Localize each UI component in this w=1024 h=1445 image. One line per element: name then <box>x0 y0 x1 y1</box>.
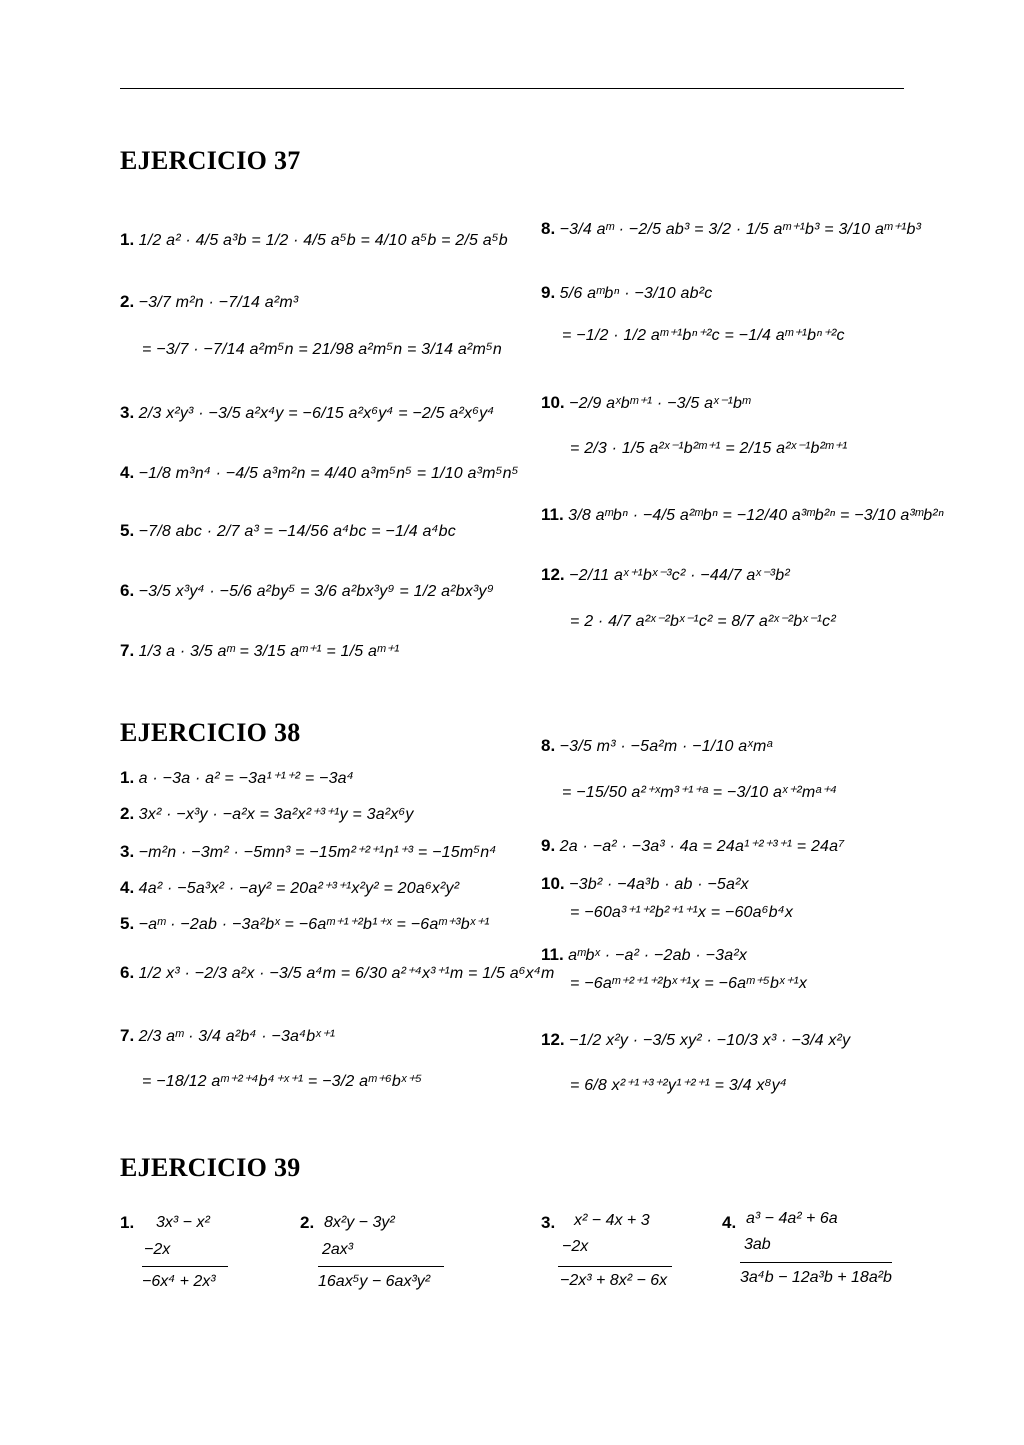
ex38-item-6 <box>120 963 555 984</box>
item-expression: −3/5 m³ · −5a²m · −1/10 aˣmᵃ <box>559 738 773 755</box>
ex39-item-3-product: −2x³ + 8x² − 6x <box>560 1272 668 1289</box>
item-expression: 2a · −a² · −3a³ · 4a = 24a¹⁺²⁺³⁺¹ = 24a⁷ <box>559 838 845 855</box>
item-number: 6. <box>120 581 135 600</box>
item-expression: a · −3a · a² = −3a¹⁺¹⁺² = −3a⁴ <box>138 770 354 787</box>
ex38-item-7 <box>120 1026 335 1047</box>
item-expression: 3x² · −x³y · −a²x = 3a²x²⁺³⁺¹y = 3a²x⁶y <box>138 806 414 823</box>
ex37-item-7 <box>120 641 400 662</box>
ex37-item-10 <box>541 393 750 414</box>
item-expression: −3/7 m²n · −7/14 a²m³ <box>138 294 299 311</box>
item-number: 5. <box>120 914 135 933</box>
ex39-item-1-multiplicand: 3x³ − x² <box>156 1214 210 1231</box>
item-number: 5. <box>120 521 135 540</box>
ex38-item-1 <box>120 768 354 789</box>
item-number: 1. <box>120 768 135 787</box>
ex37-item-2-line-2 <box>142 340 502 360</box>
item-expression: −3b² · −4a³b · ab · −5a²x <box>569 876 749 893</box>
item-expression: = −15/50 a²⁺ˣm³⁺¹⁺ᵃ = −3/10 aˣ⁺²mᵃ⁺⁴ <box>562 784 838 801</box>
ex37-item-12-line-2 <box>570 612 836 632</box>
item-expression: 1/2 a² · 4/5 a³b = 1/2 · 4/5 a⁵b = 4/10 a⁵b = 2/5 a⁵b <box>138 232 508 249</box>
item-number: 9. <box>541 283 556 302</box>
ex37-item-1 <box>120 230 508 251</box>
ex38-item-4 <box>120 878 459 899</box>
ex38-item-11-line-2 <box>570 974 807 994</box>
heading-ejercicio-38: EJERCICIO 38 <box>120 718 301 747</box>
ex39-item-1-product: −6x⁴ + 2x³ <box>142 1273 216 1290</box>
ex37-item-9 <box>541 283 712 304</box>
ex37-item-12 <box>541 565 790 586</box>
item-expression: −1/2 x²y · −3/5 xy² · −10/3 x³ · −3/4 x²y <box>569 1032 851 1049</box>
item-expression: −3/5 x³y⁴ · −5/6 a²by⁵ = 3/6 a²bx³y⁹ = 1/2 a²bx³y⁹ <box>138 583 495 600</box>
ex39-item-4 <box>722 1213 736 1234</box>
top-rule <box>120 88 904 89</box>
item-number: 4. <box>722 1213 737 1232</box>
ex39-item-4-rule <box>740 1262 892 1263</box>
item-expression: = 2 · 4/7 a²ˣ⁻²bˣ⁻¹c² = 8/7 a²ˣ⁻²bˣ⁻¹c² <box>570 613 836 630</box>
item-expression: −1/8 m³n⁴ · −4/5 a³m²n = 4/40 a³m⁵n⁵ = 1/10 a³m⁵n⁵ <box>138 465 519 482</box>
item-number: 11. <box>541 945 564 964</box>
item-expression: −aᵐ · −2ab · −3a²bˣ = −6aᵐ⁺¹⁺²b¹⁺ˣ = −6aᵐ⁺³bˣ⁺¹ <box>138 916 490 933</box>
ex39-item-3-rule <box>558 1266 672 1267</box>
item-number: 3. <box>120 403 135 422</box>
item-number: 4. <box>120 463 135 482</box>
item-expression: 1/3 a · 3/5 aᵐ = 3/15 aᵐ⁺¹ = 1/5 aᵐ⁺¹ <box>138 643 400 660</box>
item-number: 12. <box>541 1030 565 1049</box>
item-expression: −3/4 aᵐ · −2/5 ab³ = 3/2 · 1/5 aᵐ⁺¹b³ = 3/10 aᵐ⁺¹b³ <box>559 221 922 238</box>
item-expression: −2/9 aˣbᵐ⁺¹ · −3/5 aˣ⁻¹bᵐ <box>569 395 751 412</box>
ex39-item-3 <box>541 1213 555 1234</box>
heading-ejercicio-37: EJERCICIO 37 <box>120 146 301 175</box>
ex37-item-4 <box>120 463 519 484</box>
ex37-item-2 <box>120 292 298 313</box>
item-expression: 2/3 aᵐ · 3/4 a²b⁴ · −3a⁴bˣ⁺¹ <box>138 1028 336 1045</box>
ex37-item-5 <box>120 521 456 542</box>
ex37-item-6 <box>120 581 494 602</box>
item-number: 3. <box>541 1213 556 1232</box>
ex37-item-9-line-2 <box>562 326 845 346</box>
ex38-item-11 <box>541 945 747 966</box>
item-expression: = −6aᵐ⁺²⁺¹⁺²bˣ⁺¹x = −6aᵐ⁺⁵bˣ⁺¹x <box>570 975 808 992</box>
item-expression: aᵐbˣ · −a² · −2ab · −3a²x <box>568 947 748 964</box>
item-expression: 1/2 x³ · −2/3 a²x · −3/5 a⁴m = 6/30 a²⁺⁴x³⁺¹m = 1/5 a⁶x⁴m <box>138 965 555 982</box>
item-number: 2. <box>120 804 135 823</box>
item-expression: = −18/12 aᵐ⁺²⁺⁴b⁴⁺ˣ⁺¹ = −3/2 aᵐ⁺⁶bˣ⁺⁵ <box>142 1073 423 1090</box>
item-expression: −2/11 aˣ⁺¹bˣ⁻³c² · −44/7 aˣ⁻³b² <box>569 567 790 584</box>
ex39-item-1 <box>120 1213 134 1234</box>
ex38-item-8-line-2 <box>562 783 837 803</box>
item-number: 8. <box>541 219 556 238</box>
item-expression: 5/6 aᵐbⁿ · −3/10 ab²c <box>559 285 713 302</box>
ex38-item-2 <box>120 804 414 825</box>
ex38-item-9 <box>541 836 845 857</box>
item-number: 7. <box>120 641 135 660</box>
ex39-item-2-multiplicand: 8x²y − 3y² <box>324 1214 395 1231</box>
ex39-item-3-multiplier: −2x <box>562 1238 589 1255</box>
ex38-item-12-line-2 <box>570 1076 787 1096</box>
ex39-item-1-rule <box>142 1266 228 1267</box>
ex39-item-4-multiplier: 3ab <box>744 1236 771 1253</box>
item-expression: −m²n · −3m² · −5mn³ = −15m²⁺²⁺¹n¹⁺³ = −15m⁵n⁴ <box>138 844 497 861</box>
item-number: 1. <box>120 230 135 249</box>
ex38-item-8 <box>541 736 772 757</box>
item-number: 11. <box>541 505 564 524</box>
item-number: 8. <box>541 736 556 755</box>
ex39-item-1-multiplier: −2x <box>144 1241 171 1258</box>
ex39-item-2 <box>300 1213 314 1234</box>
item-number: 4. <box>120 878 135 897</box>
ex37-item-10-line-2 <box>570 439 848 459</box>
ex37-item-8 <box>541 219 921 240</box>
item-expression: = −60a³⁺¹⁺²b²⁺¹⁺¹x = −60a⁶b⁴x <box>570 904 794 921</box>
item-expression: = −3/7 · −7/14 a²m⁵n = 21/98 a²m⁵n = 3/14 a²m⁵n <box>142 341 503 358</box>
item-number: 9. <box>541 836 556 855</box>
ex39-item-2-product: 16ax⁵y − 6ax³y² <box>318 1273 431 1290</box>
item-expression: 2/3 x²y³ · −3/5 a²x⁴y = −6/15 a²x⁶y⁴ = −2/5 a²x⁶y⁴ <box>138 405 495 422</box>
item-expression: −7/8 abc · 2/7 a³ = −14/56 a⁴bc = −1/4 a⁴bc <box>138 523 456 540</box>
ex39-item-2-multiplier: 2ax³ <box>322 1241 354 1258</box>
item-number: 6. <box>120 963 135 982</box>
ex37-item-3 <box>120 403 494 424</box>
item-expression: 3/8 aᵐbⁿ · −4/5 a²ᵐbⁿ = −12/40 a³ᵐb²ⁿ = −3/10 a³ᵐb²ⁿ <box>568 507 944 524</box>
item-number: 12. <box>541 565 565 584</box>
ex39-item-3-multiplicand: x² − 4x + 3 <box>574 1212 650 1229</box>
item-expression: 4a² · −5a³x² · −ay² = 20a²⁺³⁺¹x²y² = 20a⁶x²y² <box>138 880 460 897</box>
item-number: 3. <box>120 842 135 861</box>
ex39-item-2-rule <box>318 1266 444 1267</box>
ex39-item-4-multiplicand: a³ − 4a² + 6a <box>746 1210 838 1227</box>
ex38-item-10 <box>541 874 749 895</box>
item-expression: = 2/3 · 1/5 a²ˣ⁻¹b²ᵐ⁺¹ = 2/15 a²ˣ⁻¹b²ᵐ⁺¹ <box>570 440 848 457</box>
item-expression: = 6/8 x²⁺¹⁺³⁺²y¹⁺²⁺¹ = 3/4 x⁸y⁴ <box>570 1077 787 1094</box>
item-number: 7. <box>120 1026 135 1045</box>
item-number: 2. <box>300 1213 315 1232</box>
ex38-item-7-line-2 <box>142 1072 422 1092</box>
item-number: 10. <box>541 874 565 893</box>
heading-ejercicio-39: EJERCICIO 39 <box>120 1153 301 1182</box>
ex38-item-5 <box>120 914 490 935</box>
ex39-item-4-product: 3a⁴b − 12a³b + 18a²b <box>740 1269 892 1286</box>
ex37-item-11 <box>541 505 944 526</box>
item-number: 2. <box>120 292 135 311</box>
ex38-item-3 <box>120 842 497 863</box>
item-expression: = −1/2 · 1/2 aᵐ⁺¹bⁿ⁺²c = −1/4 aᵐ⁺¹bⁿ⁺²c <box>562 327 845 344</box>
item-number: 10. <box>541 393 565 412</box>
item-number: 1. <box>120 1213 135 1232</box>
ex38-item-10-line-2 <box>570 903 793 923</box>
ex38-item-12 <box>541 1030 850 1051</box>
